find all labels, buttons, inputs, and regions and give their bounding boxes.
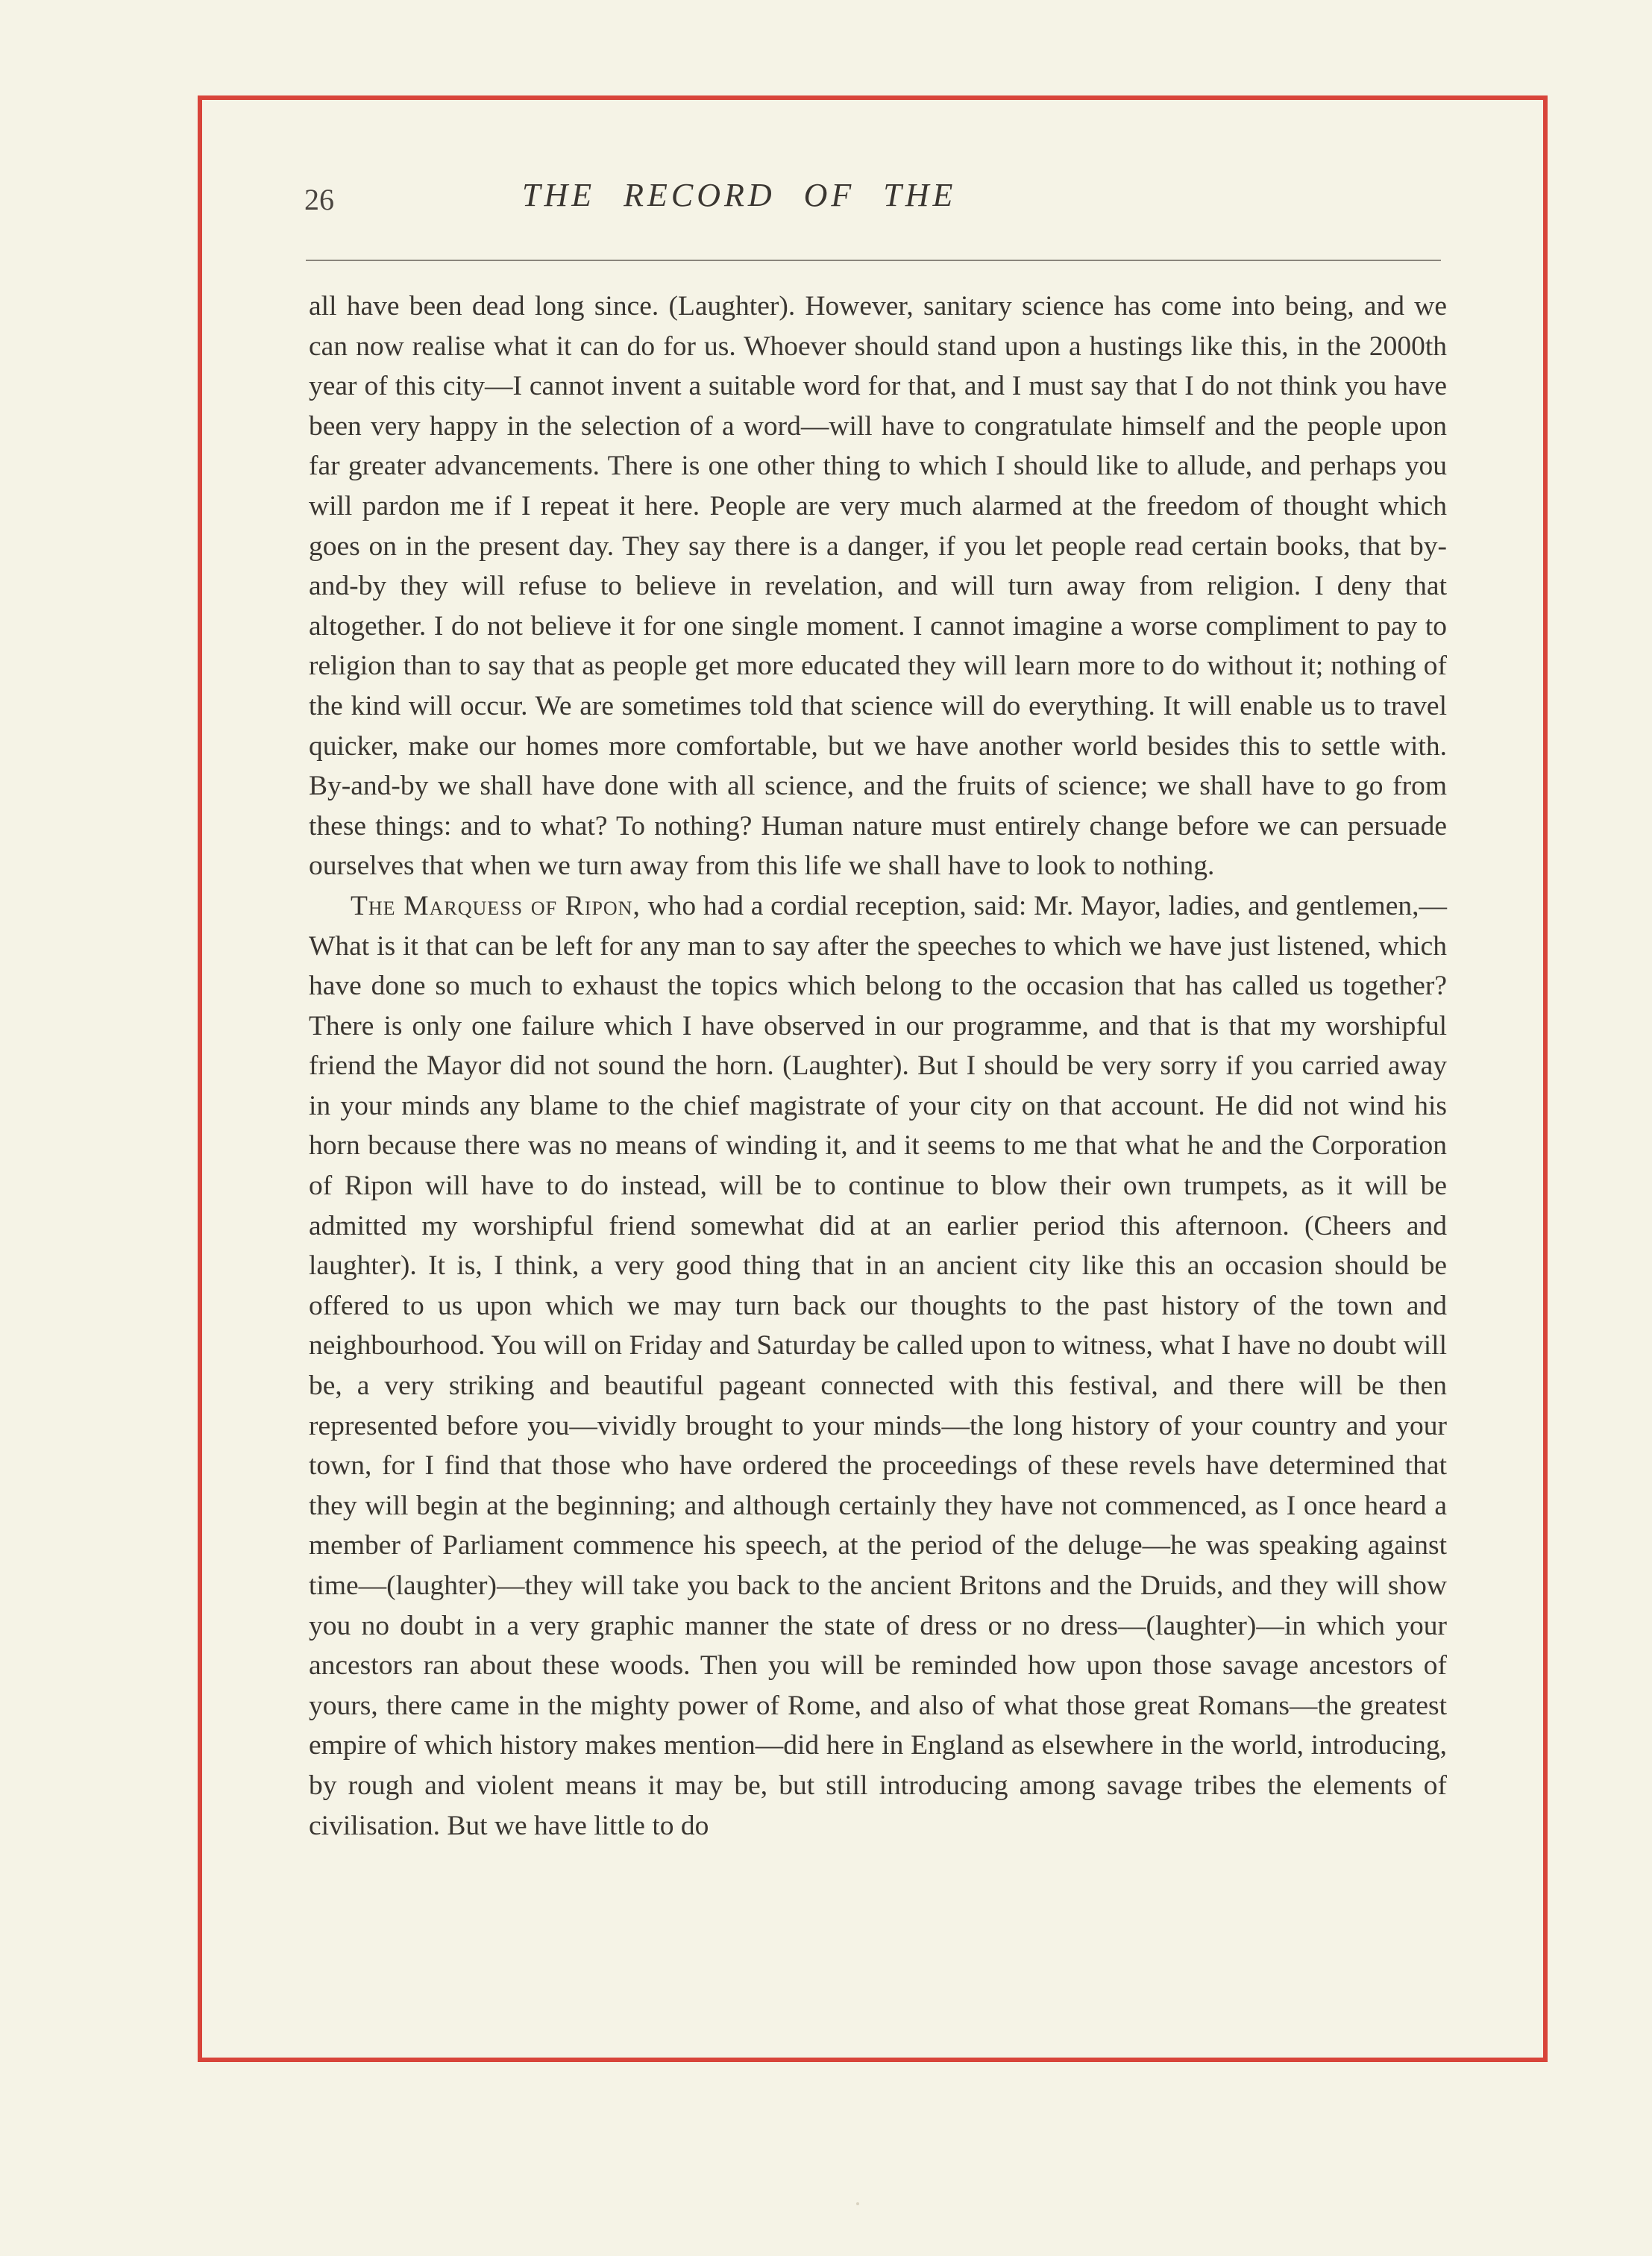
body-text — [309, 286, 1447, 1846]
paragraph-continuation: all have been dead long since. (Laughter). However, sanitary science has come into being, and we can now realise what it can do for us. Whoever should stand upon a hustings like this, in the 2000th year of this city—I cannot invent a suitable word for that, and I must say that I do not think you have been very happy in the selection of a word—will have to congratulate himself and the people upon far greater advancements. There is one other thing to which I should like to allude, and perhaps you will pardon me if I repeat it here. People are very much alarmed at the freedom of thought which goes on in the present day. They say there is a danger, if you let people read certain books, that by-and-by they will refuse to believe in revelation, and will turn away from religion. I deny that altogether. I do not believe it for one single moment. I cannot imagine a worse compliment to pay to religion than to say that as people get more educated they will learn more to do without it; nothing of the kind will occur. We are sometimes told that science will do everything. It will enable us to travel quicker, make our homes more comfortable, but we have another world besides this to settle with. By-and-by we shall have done with all science, and the fruits of science; we shall have to go from these things: and to what? To nothing? Human nature must entirely change before we can persuade ourselves that when we turn away from this life we shall have to look to nothing. — [309, 291, 1447, 882]
page-number: 26 — [304, 183, 334, 216]
running-head: THE RECORD OF THE — [522, 177, 957, 213]
paragraph-speech — [309, 886, 1447, 1846]
speaker-name: The Marquess of Ripon, — [351, 890, 641, 921]
paper-blemish — [856, 2202, 859, 2205]
header-rule — [306, 260, 1441, 261]
speech-text: who had a cordial reception, said: Mr. Mayor, ladies, and gentlemen,—What is it that can be left for any man to say after the speeches to which we have just listened, which have done so much to exhaust the topics which belong to the occasion that has called us together? There is only one failure which I have observed in our programme, and that is that my worshipful friend the Mayor did not sound the horn. (Laughter). But I should be very sorry if you carried away in your minds any blame to the chief magistrate of your city on that account. He did not wind his horn because there was no means of winding it, and it seems to me that what he and the Corporation of Ripon will have to do instead, will be to continue to blow their own trumpets, as it will be admitted my worshipful friend somewhat did at an earlier period this afternoon. (Cheers and laughter). It is, I think, a very good thing that in an ancient city like this an occasion should be offered to us upon which we may turn back our thoughts to the past history of the town and neighbourhood. You will on Friday and Saturday be called upon to witness, what I have no doubt will be, a very striking and beautiful pageant connected with this festival, and there will be then represented before you—vividly brought to your minds—the long history of your country and your town, for I find that those who have ordered the proceedings of these revels have determined that they will begin at the beginning; and although certainly they have not commenced, as I once heard a member of Parliament commence his speech, at the period of the deluge—he was speaking against time—(laughter)—they will take you back to the ancient Britons and the Druids, and they will show you no doubt in a very graphic manner the state of dress or no dress—(laughter)—in which your ancestors ran about these woods. Then you will be reminded how upon those savage ancestors of yours, there came in the mighty power of Rome, and also of what those great Romans—the greatest empire of which history makes mention—did here in England as elsewhere in the world, introducing, by rough and violent means it may be, but still introducing among savage tribes the elements of civilisation. But we have little to do — [309, 890, 1447, 1841]
